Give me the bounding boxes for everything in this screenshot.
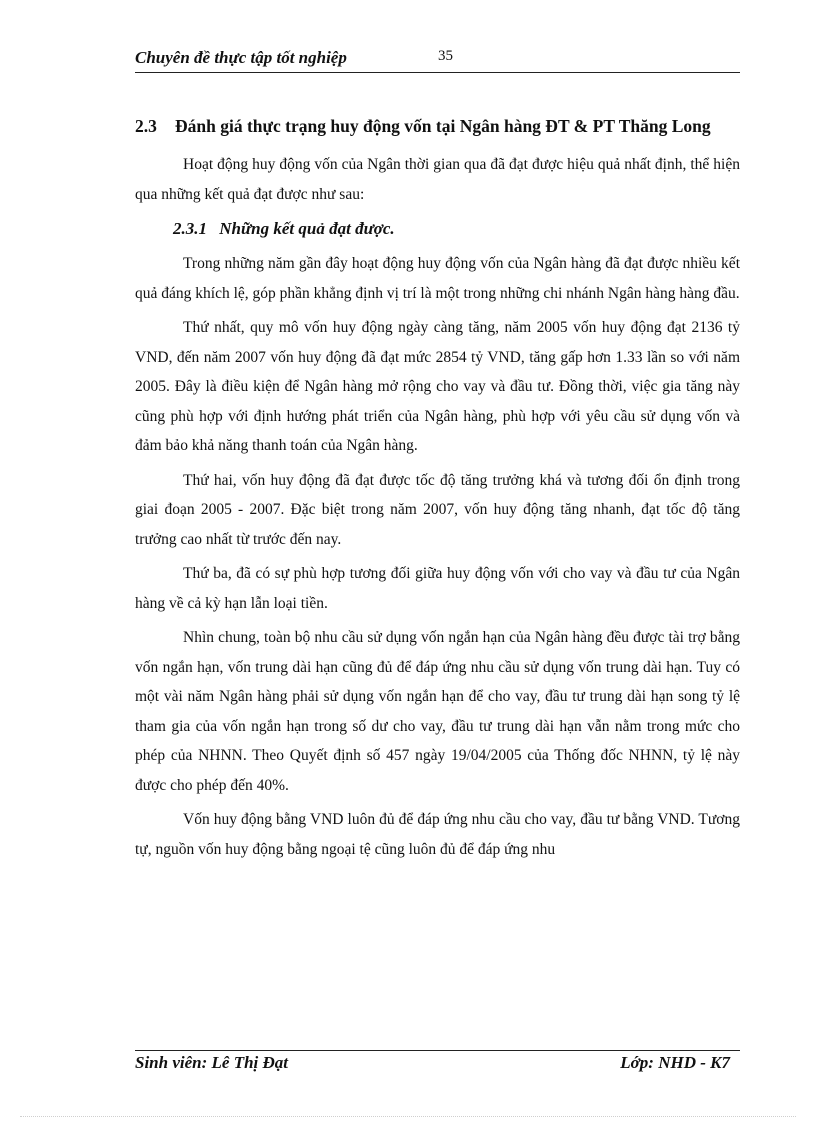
page-number: 35 xyxy=(438,48,453,64)
footer-class: Lớp: NHD - K7 xyxy=(620,1053,730,1072)
subsection-title: Những kết quả đạt được. xyxy=(219,219,395,238)
page-content xyxy=(135,112,740,869)
paragraph-second-point: Thứ hai, vốn huy động đã đạt được tốc độ tăng trưởng khá và tương đối ổn định trong giai đoạn 2005 - 2007. Đặc biệt trong năm 2007, vốn huy động tăng nhanh, đạt tốc độ tăng trưởng cao nhất từ trước đến nay. xyxy=(135,471,740,548)
header-title: Chuyên đề thực tập tốt nghiệp xyxy=(135,48,347,67)
section-number: 2.3 xyxy=(135,116,157,136)
page-header xyxy=(135,48,740,73)
paragraph-first-point: Thứ nhất, quy mô vốn huy động ngày càng tăng, năm 2005 vốn huy động đạt 2136 tỷ VND, đến năm 2007 vốn huy động đã đạt mức 2854 tỷ VND, tăng gấp hơn 1.33 lần so với năm 2005. Đây là điều kiện để Ngân hàng mở rộng cho vay và đầu tư. Đồng thời, việc gia tăng này cũng phù hợp với định hướng phát triển của Ngân hàng, phù hợp với yêu cầu sử dụng vốn và đảm bảo khả năng thanh toán của Ngân hàng. xyxy=(135,319,740,454)
page-bottom-edge xyxy=(20,1116,796,1117)
paragraph-currency: Vốn huy động bằng VND luôn đủ để đáp ứng nhu cầu cho vay, đầu tư bằng VND. Tương tự, nguồn vốn huy động bằng ngoại tệ cũng luôn đủ để đáp ứng nhu xyxy=(135,811,740,858)
section-heading xyxy=(135,112,740,141)
paragraph-third-point: Thứ ba, đã có sự phù hợp tương đối giữa huy động vốn với cho vay và đầu tư của Ngân hàng về cả kỳ hạn lẫn loại tiền. xyxy=(135,565,740,612)
footer-student: Sinh viên: Lê Thị Đạt xyxy=(135,1053,289,1072)
section-title: Đánh giá thực trạng huy động vốn tại Ngân hàng ĐT & PT Thăng Long xyxy=(175,116,711,136)
page-footer xyxy=(135,1050,740,1081)
subsection-heading xyxy=(173,214,740,243)
paragraph-overview: Nhìn chung, toàn bộ nhu cầu sử dụng vốn ngắn hạn của Ngân hàng đều được tài trợ bằng vốn ngắn hạn, vốn trung dài hạn cũng đủ để đáp ứng nhu cầu sử dụng vốn trung dài hạn. Tuy có một vài năm Ngân hàng phải sử dụng vốn ngắn hạn để cho vay, đầu tư trung dài hạn song tỷ lệ tham gia của vốn ngắn hạn trong số dư cho vay, đầu tư trung dài hạn vẫn nằm trong mức cho phép của NHNN. Theo Quyết định số 457 ngày 19/04/2005 của Thống đốc NHNN, tỷ lệ này được cho phép đến 40%. xyxy=(135,629,740,794)
section-intro-paragraph: Hoạt động huy động vốn của Ngân thời gian qua đã đạt được hiệu quả nhất định, thể hiện qua những kết quả đạt được như sau: xyxy=(135,156,740,203)
paragraph-intro: Trong những năm gần đây hoạt động huy động vốn của Ngân hàng đã đạt được nhiều kết quả đáng khích lệ, góp phần khẳng định vị trí là một trong những chi nhánh Ngân hàng hàng đầu. xyxy=(135,255,740,302)
subsection-number: 2.3.1 xyxy=(173,219,207,238)
